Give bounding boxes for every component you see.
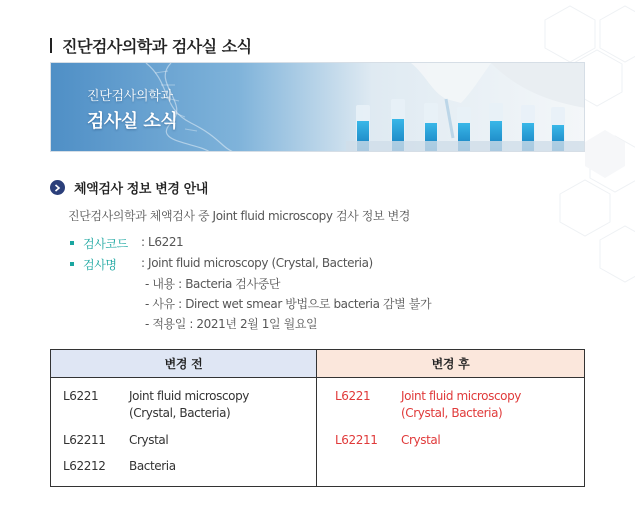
code-value: : L6221 [141, 235, 184, 249]
code-info-line [70, 235, 183, 252]
bullet-square-icon [70, 262, 74, 266]
table-row [63, 388, 279, 422]
row-name: Crystal [401, 433, 441, 447]
section-heading [50, 178, 208, 197]
row-code: L6221 [335, 389, 371, 403]
name-label: 검사명 [83, 258, 117, 272]
row-code: L6221 [63, 389, 99, 403]
row-name [401, 388, 551, 422]
row-code: L62211 [335, 433, 378, 447]
name-value: : Joint fluid microscopy (Crystal, Bacteria) [141, 256, 373, 270]
row-name-line2: (Crystal, Bacteria) [401, 406, 503, 420]
code-label: 검사코드 [83, 237, 128, 251]
section-heading-text: 체액검사 정보 변경 안내 [74, 182, 208, 197]
after-column [317, 350, 584, 486]
banner-title: 검사실 소식 [87, 111, 178, 132]
detail-reason: - 사유 : Direct wet smear 방법으로 bacteria 감별 불가 [145, 297, 432, 311]
after-header: 변경 후 [317, 350, 584, 378]
page-title-text: 진단검사의학과 검사실 소식 [62, 37, 252, 56]
before-column [51, 350, 317, 486]
row-name-line2: (Crystal, Bacteria) [129, 406, 231, 420]
banner-subtitle: 진단검사의학과 [87, 89, 173, 104]
table-row [63, 432, 279, 449]
row-name: Bacteria [129, 459, 176, 473]
row-name-line1: Joint fluid microscopy [129, 389, 250, 403]
banner [50, 62, 585, 152]
table-row [335, 388, 551, 422]
row-name: Crystal [129, 433, 169, 447]
detail-effective-date: - 적용일 : 2021년 2월 1일 월요일 [145, 317, 318, 331]
table-row [335, 432, 551, 449]
bullet-square-icon [70, 241, 74, 245]
page-title [50, 34, 252, 57]
banner-text [87, 85, 177, 133]
intro-text: 진단검사의학과 체액검사 중 Joint fluid microscopy 검사 정보 변경 [68, 209, 410, 223]
before-header: 변경 전 [51, 350, 316, 378]
row-code: L62212 [63, 459, 106, 473]
row-name-line1: Joint fluid microscopy [401, 389, 522, 403]
change-table [50, 349, 585, 487]
name-info-line [70, 256, 373, 273]
chevron-right-circle-icon [50, 180, 65, 195]
title-bar-marker [50, 38, 52, 53]
row-name [129, 388, 279, 422]
detail-content: - 내용 : Bacteria 검사중단 [145, 277, 281, 291]
row-code: L62211 [63, 433, 106, 447]
table-row [63, 458, 279, 475]
